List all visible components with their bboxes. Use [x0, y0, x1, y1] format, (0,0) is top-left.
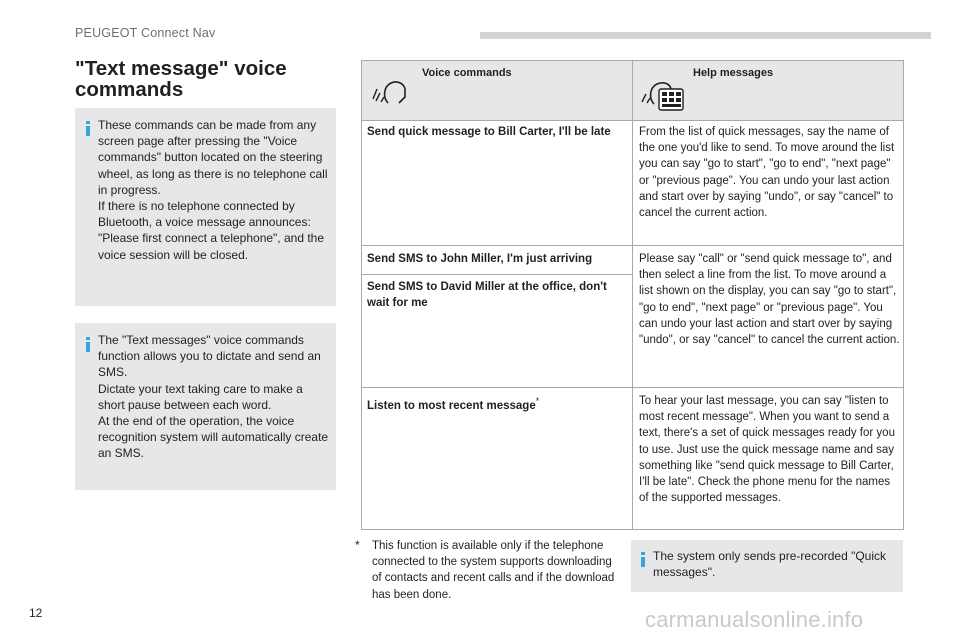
- command-text: Send quick message to Bill Carter, I'll be late: [367, 126, 611, 138]
- column-divider: [632, 61, 633, 529]
- help-text: Please say "call" or "send quick message to", and then select a line from the list. To move around a list shown on the display, you can say "go to start", "go to end", "next page" or "previous page". You can undo your last action and start over by saying "undo", or say "cancel" to cancel the current action.: [639, 253, 900, 347]
- row-divider: [362, 387, 904, 388]
- command-text: Send SMS to John Miller, I'm just arriving: [367, 253, 593, 265]
- command-text: Send SMS to David Miller at the office, don't wait for me: [367, 281, 607, 309]
- info-box-text: These commands can be made from any screen page after pressing the "Voice commands" button located on the steering wheel, as long as there is no telephone call in progress. If there is no telephone connected by Bluetooth, a voice message announces: "Please first connect a telephone", and the voice session will be closed.: [98, 118, 328, 262]
- page-number: 12: [29, 606, 43, 620]
- info-box-text: The system only sends pre-recorded "Quick messages".: [653, 549, 887, 580]
- row-divider: [362, 274, 632, 275]
- column-header-help: Help messages: [693, 67, 774, 79]
- voice-commands-table: [361, 60, 904, 530]
- command-label: Listen to most recent message: [367, 399, 536, 412]
- info-box-text: The "Text messages" voice commands function allows you to dictate and send an SMS. Dictate your text taking care to make a short pause between each word. At the end of the operation, the voice recognition system will automatically create an SMS.: [98, 333, 329, 461]
- command-text: [367, 393, 622, 414]
- info-box-text-messages: [75, 323, 336, 490]
- column-header-voice: Voice commands: [422, 67, 512, 79]
- footnote-text: This function is available only if the telephone connected to the system supports downloading of contacts and recent calls and if the download has been done.: [372, 540, 615, 601]
- footnote-marker: *: [535, 396, 540, 406]
- help-text: To hear your last message, you can say "listen to most recent message". When you want to send a text, there's a set of quick messages ready for you to use. Just use the quick message name and say something like "send quick message to Bill Carter, I'll be late". Check the phone menu for the names of the supported messages.: [639, 395, 895, 505]
- watermark: carmanualsonline.info: [645, 607, 864, 632]
- footnote-marker: *: [355, 538, 360, 552]
- page-title: "Text message" voice commands: [75, 57, 287, 101]
- voice-command-icon: [372, 73, 410, 109]
- help-text: From the list of quick messages, say the name of the one you'd like to send. To move around the list you can say "go to start", "go to end", "next page" or "previous page". You can undo your last action and start over by saying "undo", or say "cancel" to cancel the current action.: [639, 126, 895, 220]
- row-divider: [362, 245, 904, 246]
- info-box-voice-commands: [75, 108, 336, 306]
- help-message-icon: [640, 71, 686, 113]
- page-header-title: PEUGEOT Connect Nav: [75, 26, 216, 40]
- info-box-quick-messages: [631, 540, 903, 592]
- page-header-bar: [480, 32, 931, 39]
